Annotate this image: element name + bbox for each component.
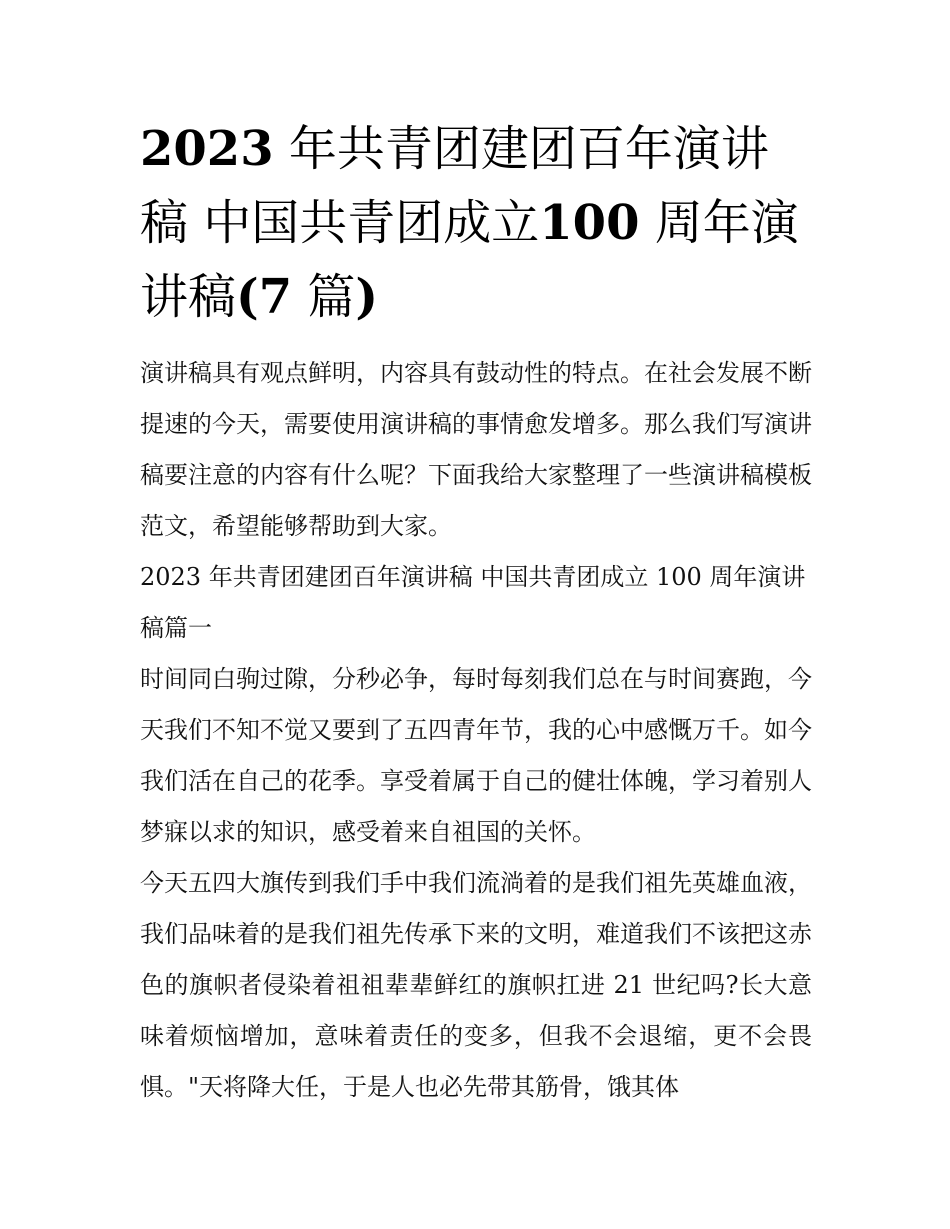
section-heading: 2023 年共青团建团百年演讲稿 中国共青团成立 100 周年演讲稿篇一 bbox=[140, 563, 806, 642]
body-paragraph: 时间同白驹过隙，分秒必争，每时每刻我们总在与时间赛跑，今天我们不知不觉又要到了五四青年节，我的心中感慨万千。如今我们活在自己的花季。享受着属于自己的健壮体魄，学习着别人梦寐以求的知识，感受着来自祖国的关怀。 bbox=[140, 665, 812, 846]
intro-paragraph: 演讲稿具有观点鲜明，内容具有鼓动性的特点。在社会发展不断提速的今天，需要使用演讲稿的事情愈发增多。那么我们写演讲稿要注意的内容有什么呢？下面我给大家整理了一些演讲稿模板范文，希望能够帮助到大家。 bbox=[140, 359, 812, 540]
title-text-3: 篇 bbox=[292, 269, 356, 325]
title-paren-close: ) bbox=[355, 269, 379, 325]
title-paren-open: (7 bbox=[236, 269, 293, 325]
body-paragraph: 今天五四大旗传到我们手中我们流淌着的是我们祖先英雄血液，我们品味着的是我们祖先传承下来的文明，难道我们不该把这赤色的旗帜者侵染着祖祖辈辈鲜红的旗帜扛进 21 世纪吗?长大意味着烦恼增加，意味着责任的变多，但我不会退缩，更不会畏惧。"天将降大任，于是人也必先带其筋骨，饿其体 bbox=[140, 869, 812, 1101]
title-year: 2023 bbox=[140, 121, 274, 177]
title-number: 100 bbox=[539, 195, 640, 251]
title-text-2: 周年演讲稿 bbox=[140, 195, 799, 325]
title-text-1: 年共青团建团百年演讲稿 中国共青团成立 bbox=[140, 121, 769, 251]
document-body bbox=[140, 112, 812, 1113]
document-title bbox=[140, 112, 812, 334]
